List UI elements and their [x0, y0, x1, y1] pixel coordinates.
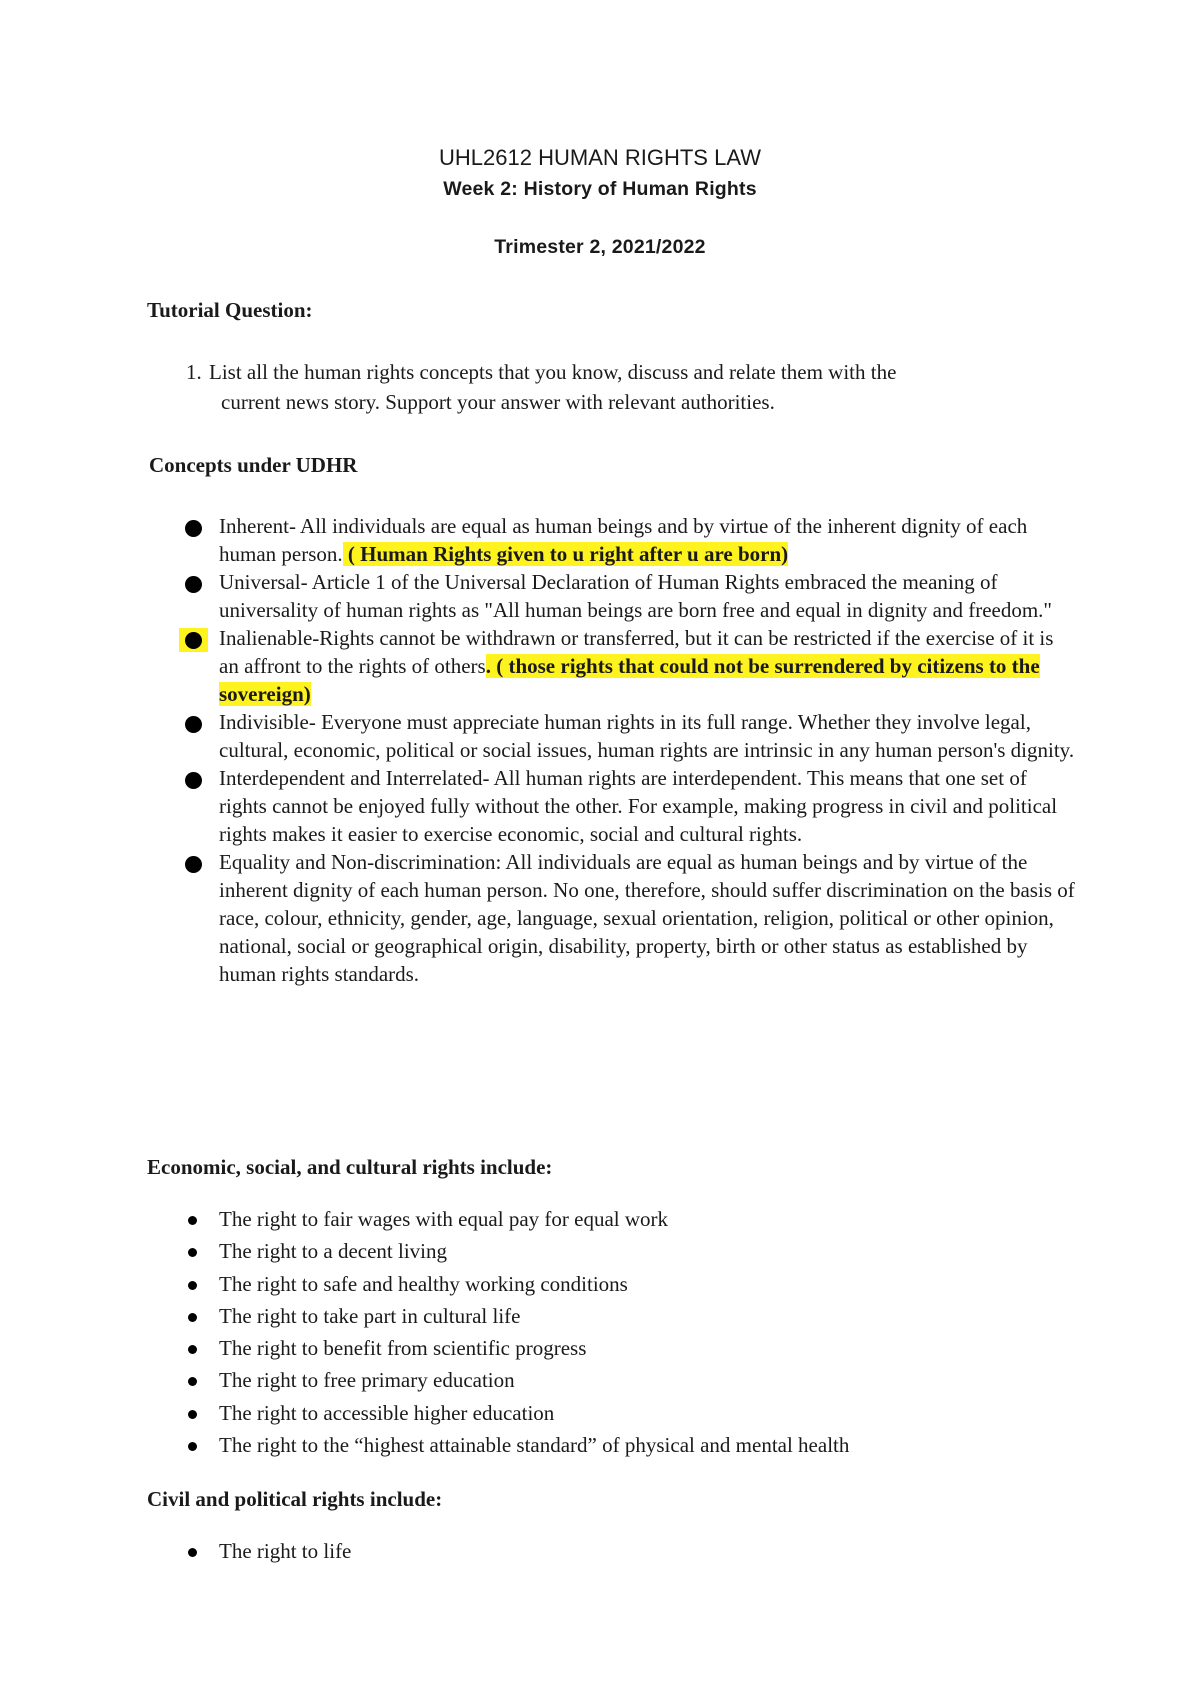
economic-right-item — [175, 1235, 849, 1267]
economic-right-item-text: The right to a decent living — [219, 1239, 448, 1264]
concept-text: Indivisible- Everyone must appreciate human rights in its full range. Whether they involve legal, cultural, economic, political or social issues, human rights are intrinsic in any human person's dignity. — [219, 710, 1075, 762]
civil-heading: Civil and political rights include: — [147, 1487, 443, 1511]
document-subtitle: Week 2: History of Human Rights — [443, 178, 757, 200]
question-line-2: current news story. Support your answer with relevant authorities. — [221, 390, 775, 414]
bullet-icon — [188, 1345, 197, 1354]
bullet-icon — [188, 1410, 197, 1419]
economic-right-item-text: The right to take part in cultural life — [219, 1303, 521, 1328]
concept-item — [175, 568, 1075, 624]
highlighted-note: . ( those rights that could not be surrendered by citizens to the sovereign) — [219, 654, 1040, 706]
concept-text: Interdependent and Interrelated- All human rights are interdependent. This means that one set of rights cannot be enjoyed fully without the other. For example, making progress in civil and political rights makes it easier to exercise economic, social and cultural rights. — [219, 766, 1058, 846]
economic-right-item-text: The right to fair wages with equal pay for equal work — [219, 1207, 669, 1231]
economic-right-item — [175, 1268, 849, 1300]
concept-item — [175, 764, 1075, 848]
economic-right-item — [175, 1429, 849, 1461]
concept-item — [175, 708, 1075, 764]
economic-right-item-text: The right to accessible higher education — [219, 1400, 555, 1425]
concept-text: Universal- Article 1 of the Universal Declaration of Human Rights embraced the meaning of universality of human rights as "All human beings are born free and equal in dignity and freedom." — [219, 570, 1053, 622]
bullet-icon — [188, 1548, 197, 1557]
economic-right-item — [175, 1300, 849, 1332]
economic-right-item — [175, 1397, 849, 1429]
highlighted-note: ( Human Rights given to u right after u are born) — [342, 542, 789, 566]
bullet-icon — [188, 1248, 197, 1257]
economic-heading: Economic, social, and cultural rights include: — [147, 1155, 553, 1179]
bullet-icon — [179, 712, 208, 736]
concept-text: Inherent- All individuals are equal as human beings and by virtue of the inherent dignity of each human person. — [219, 514, 1028, 566]
economic-right-item — [175, 1332, 849, 1364]
trimester-label: Trimester 2, 2021/2022 — [494, 236, 706, 258]
civil-right-item-text: The right to life — [219, 1539, 352, 1563]
concept-item — [175, 624, 1075, 708]
economic-right-item — [175, 1203, 849, 1235]
economic-right-item-text: The right to safe and healthy working conditions — [219, 1271, 628, 1296]
bullet-icon — [188, 1377, 197, 1386]
tutorial-question — [186, 357, 1046, 417]
concepts-heading: Concepts under UDHR — [149, 453, 358, 477]
bullet-icon — [179, 768, 208, 792]
question-number: 1. — [186, 360, 202, 384]
document-title: UHL2612 HUMAN RIGHTS LAW — [439, 145, 761, 170]
bullet-icon — [179, 572, 208, 596]
concept-text: Inalienable-Rights cannot be withdrawn or transferred, but it can be restricted if the exercise of it is an affront to the rights of others — [219, 626, 1054, 678]
bullet-icon — [179, 852, 208, 876]
concepts-list — [175, 512, 1075, 988]
economic-right-item-text: The right to free primary education — [219, 1368, 515, 1393]
economic-right-item-text: The right to benefit from scientific progress — [219, 1336, 587, 1361]
bullet-icon — [188, 1216, 197, 1225]
concept-item — [175, 848, 1075, 988]
tutorial-heading: Tutorial Question: — [147, 298, 313, 322]
civil-right-item — [175, 1535, 351, 1567]
question-line-1: List all the human rights concepts that you know, discuss and relate them with the — [209, 360, 897, 384]
bullet-icon — [188, 1313, 197, 1322]
concept-item — [175, 512, 1075, 568]
economic-right-item-text: The right to the “highest attainable standard” of physical and mental health — [219, 1433, 850, 1458]
bullet-icon — [179, 516, 208, 540]
economic-right-item — [175, 1364, 849, 1396]
bullet-icon — [188, 1281, 197, 1290]
concept-text: Equality and Non-discrimination: All individuals are equal as human beings and by virtue of the inherent dignity of each human person. No one, therefore, should suffer discrimination on the basis of race, colour, ethnicity, gender, age, language, sexual orientation, religion, political or other opinion, national, social or geographical origin, disability, property, birth or other status as established by human rights standards. — [219, 850, 1075, 986]
civil-rights-list — [175, 1535, 351, 1567]
economic-rights-list — [175, 1203, 849, 1461]
bullet-icon — [188, 1442, 197, 1451]
bullet-icon — [179, 628, 208, 652]
